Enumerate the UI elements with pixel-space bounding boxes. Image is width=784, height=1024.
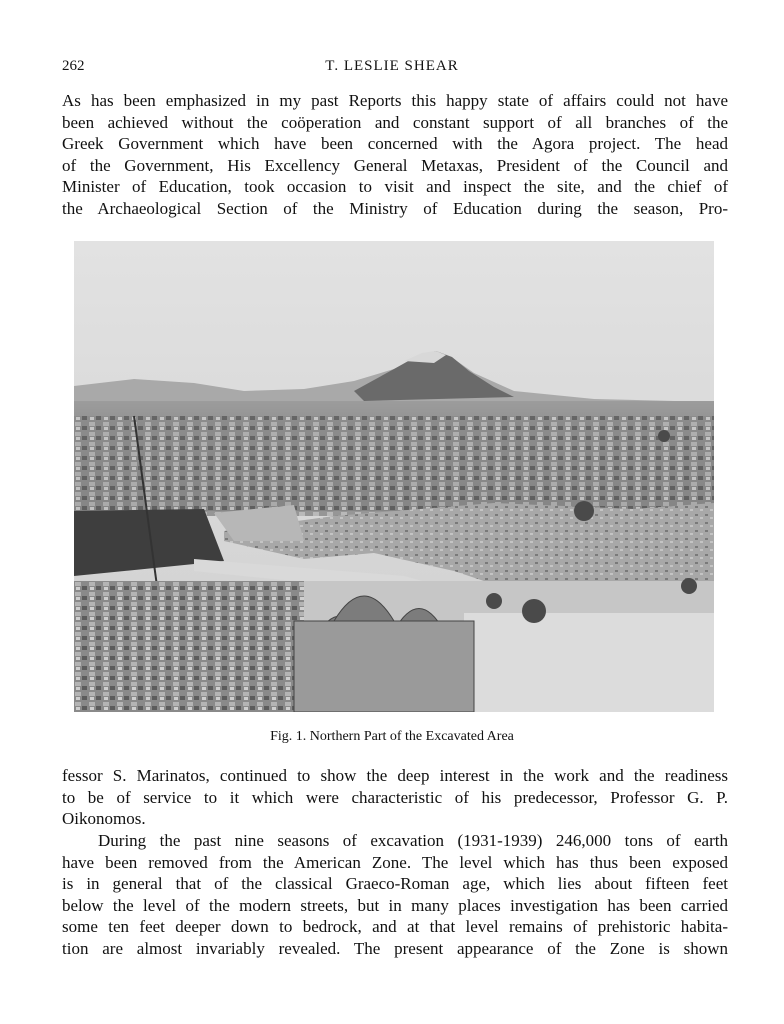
text-line: below the level of the modern streets, but in many places investigation has been carried [62, 895, 728, 915]
text-line: to be of service to it which were characteristic of his predecessor, Professor G. P. [62, 787, 728, 807]
text-line: the Archaeological Section of the Ministry of Education during the season, Pro- [62, 198, 728, 218]
excavation-photograph [74, 241, 714, 712]
text-line: fessor S. Marinatos, continued to show the deep interest in the work and the readiness [62, 766, 728, 785]
text-line: As has been emphasized in my past Reports this happy state of affairs could not have [62, 91, 728, 110]
text-line: tion are almost invariably revealed. The present appearance of the Zone is shown [62, 938, 728, 958]
paragraph-3 [62, 830, 728, 960]
text-line: Minister of Education, took occasion to visit and inspect the site, and the chief of [62, 177, 728, 197]
text-line: Oikonomos. [62, 809, 146, 829]
page-number: 262 [62, 58, 85, 74]
text-line: have been removed from the American Zone. The level which has thus been exposed [62, 852, 728, 872]
text-line: During the past nine seasons of excavation (1931-1939) 246,000 tons of earth [98, 831, 728, 850]
text-line: Greek Government which have been concerned with the Agora project. The head [62, 134, 728, 154]
paragraph-2 [62, 765, 728, 830]
text-line: some ten feet deeper down to bedrock, and at that level remains of prehistoric habita- [62, 917, 728, 937]
figure-caption: Fig. 1. Northern Part of the Excavated Area [270, 729, 514, 744]
text-line: of the Government, His Excellency General Metaxas, President of the Council and [62, 155, 728, 175]
text-line: is in general that of the classical Graeco-Roman age, which lies about fifteen feet [62, 874, 728, 894]
paragraph-1 [62, 90, 728, 220]
text-line: been achieved without the coöperation and constant support of all branches of the [62, 112, 728, 132]
figure-photograph [74, 241, 714, 712]
running-head: T. LESLIE SHEAR [325, 58, 459, 74]
